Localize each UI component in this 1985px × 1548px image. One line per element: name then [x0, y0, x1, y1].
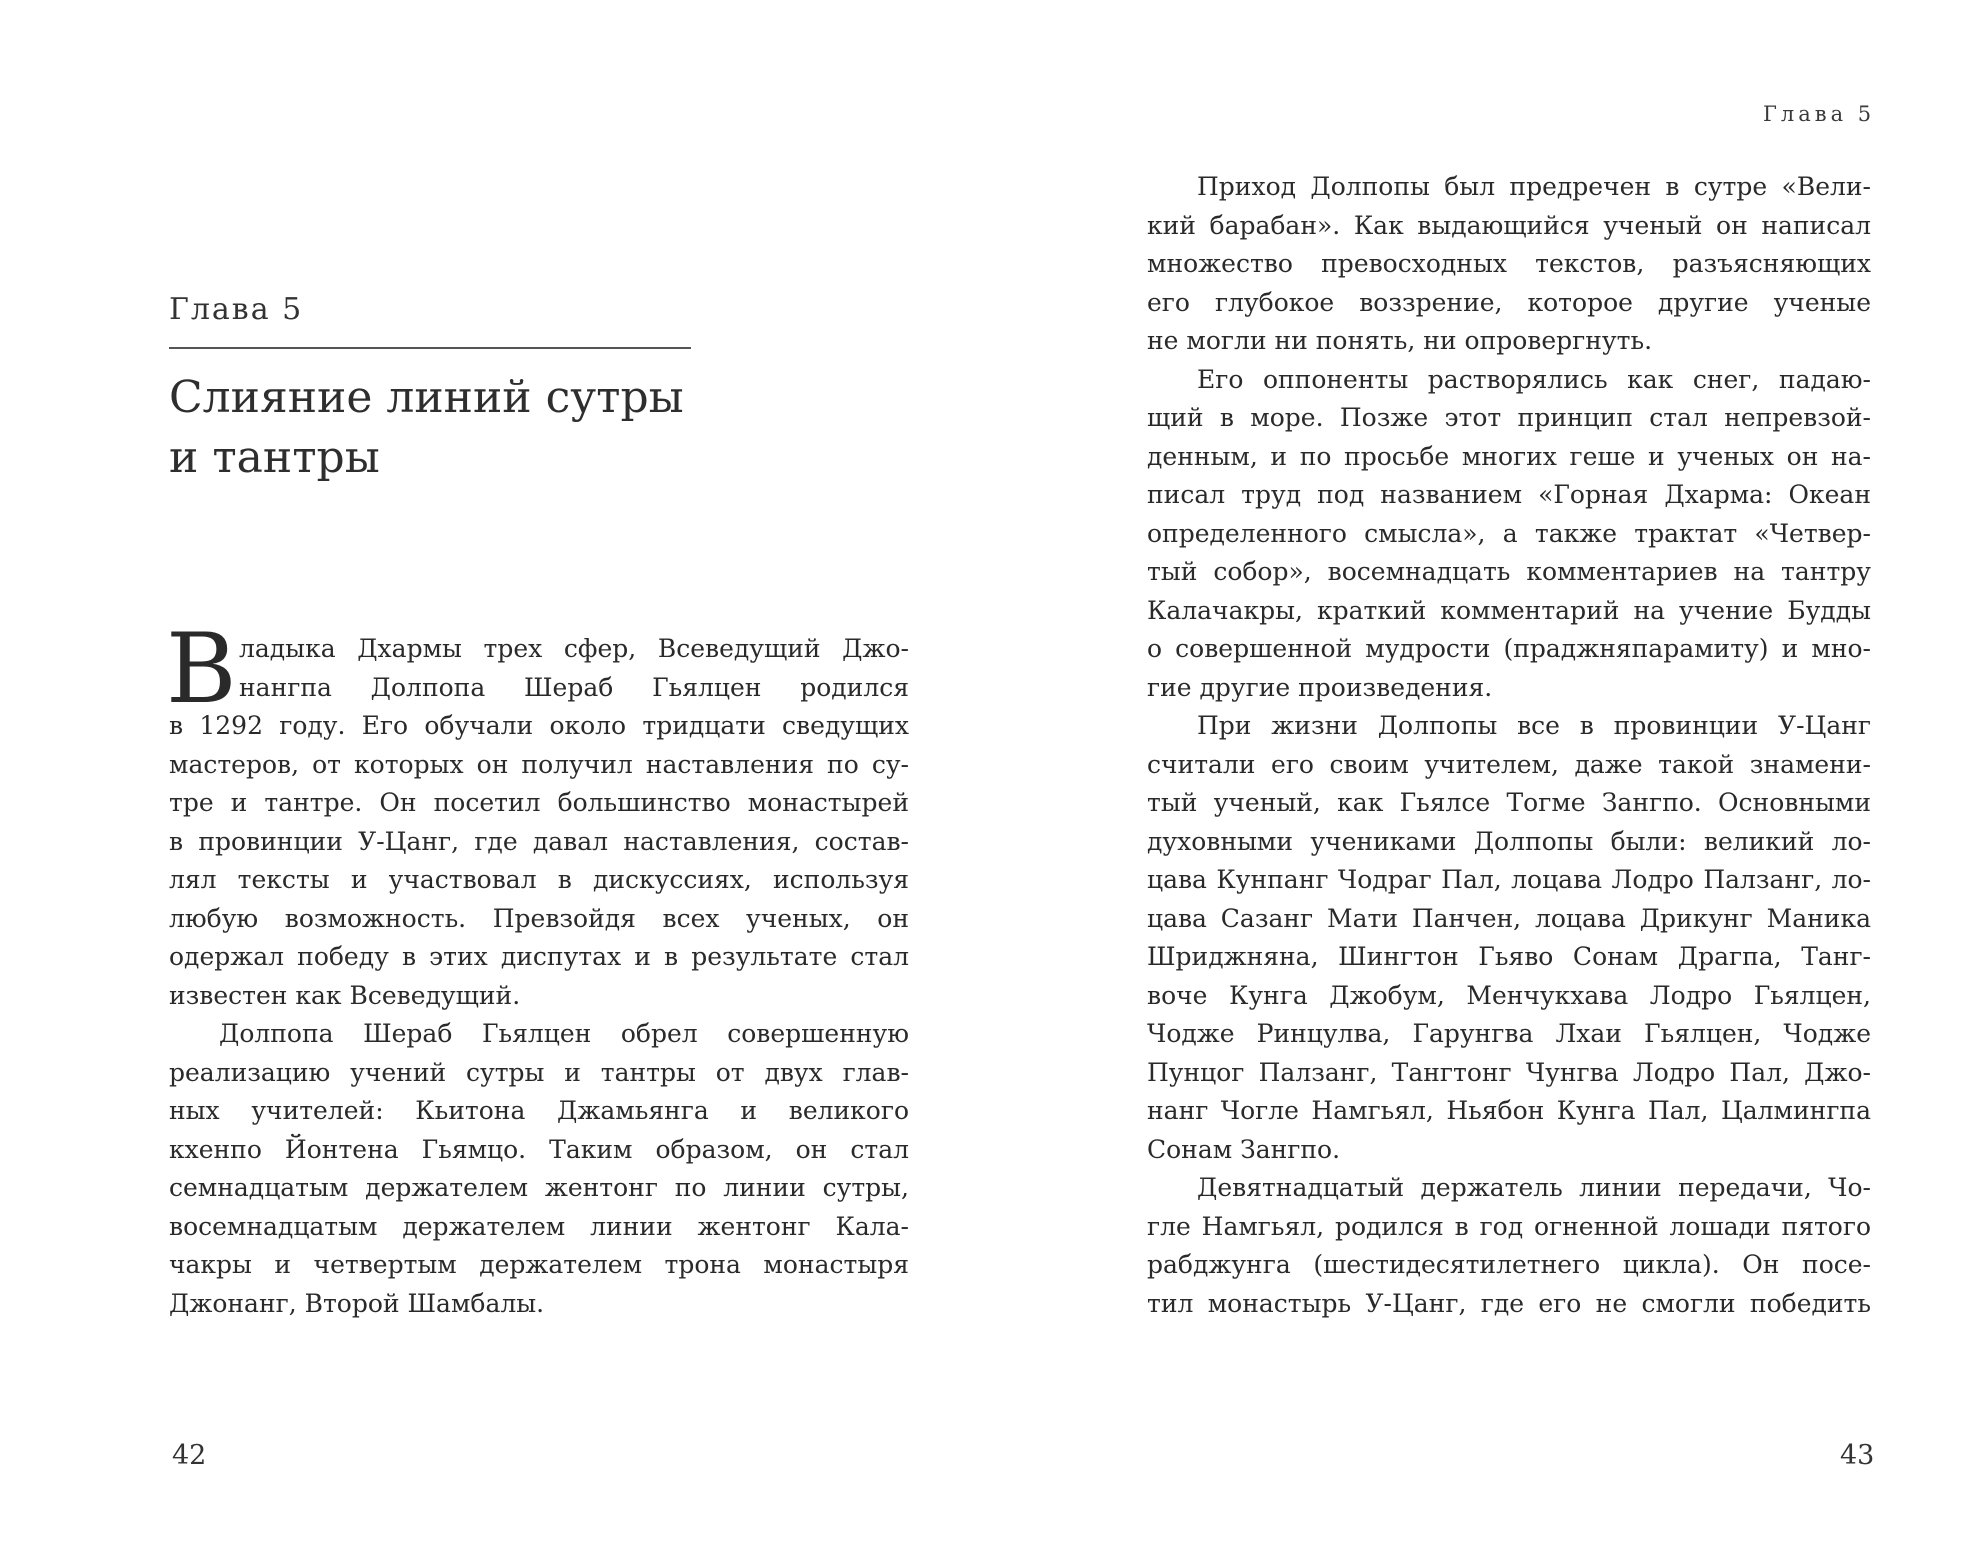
text-line: духовными учениками Долпопы были: великий ло-	[1147, 826, 1871, 856]
text-line: гие другие произведения.	[1147, 672, 1493, 702]
running-head: Глава 5	[1763, 102, 1876, 126]
text-line: тре и тантре. Он посетил большинство монастырей	[169, 788, 909, 817]
text-line: его глубокое воззрение, которое другие ученые	[1147, 287, 1871, 317]
text-line: При жизни Долпопы все в провинции У-Цанг	[1197, 711, 1871, 740]
text-line: не могли ни понять, ни опровергнуть.	[1147, 326, 1653, 355]
text-line: цава Сазанг Мати Панчен, лоцава Дрикунг Маника	[1147, 903, 1871, 933]
text-line: гле Намгьял, родился в год огненной лошади пятого	[1147, 1211, 1871, 1241]
text-line: семнадцатым держателем жентонг по линии сутры,	[169, 1173, 909, 1202]
text-line: тый собор», восемнадцать комментариев на тантру	[1147, 557, 1871, 586]
text-line: щий в море. Позже этот принцип стал непревзой-	[1147, 403, 1871, 432]
text-line: Шриджняна, Шингтон Гьяво Сонам Драгпа, Танг-	[1147, 942, 1871, 971]
text-line: лял тексты и участвовал в дискуссиях, используя	[169, 865, 909, 894]
text-line: ладыка Дхармы трех сфер, Всеведущий Джо-	[239, 634, 909, 663]
left-body-text	[169, 630, 909, 1323]
text-line: считали его своим учителем, даже такой знамени-	[1147, 749, 1871, 779]
text-line: тил монастырь У-Цанг, где его не смогли победить	[1147, 1288, 1871, 1318]
text-line: реализацию учений сутры и тантры от двух глав-	[169, 1057, 909, 1087]
text-line: любую возможность. Превзойдя всех ученых, он	[169, 903, 909, 933]
text-line: кий барабан». Как выдающийся ученый он написал	[1147, 210, 1871, 240]
text-line: Долпопа Шераб Гьялцен обрел совершенную	[219, 1019, 909, 1048]
text-line: Его оппоненты растворялись как снег, падаю-	[1197, 364, 1871, 394]
text-line: восемнадцатым держателем линии жентонг Кала-	[169, 1211, 909, 1241]
text-line: Сонам Зангпо.	[1147, 1134, 1341, 1164]
text-line: известен как Всеведущий.	[169, 980, 521, 1010]
chapter-label: Глава 5	[169, 292, 304, 327]
text-line: Калачакры, краткий комментарий на учение Будды	[1147, 595, 1871, 625]
text-line: в 1292 году. Его обучали около тридцати сведущих	[169, 711, 909, 740]
text-line: о совершенной мудрости (праджняпарамиту) и мно-	[1147, 634, 1871, 663]
text-line: Джонанг, Второй Шамбалы.	[169, 1288, 545, 1318]
text-line: одержал победу в этих диспутах и в результате стал	[169, 942, 909, 971]
chapter-title-line: и тантры	[169, 432, 380, 483]
chapter-title	[169, 368, 709, 488]
chapter-divider	[169, 347, 691, 349]
text-line: мастеров, от которых он получил наставления по су-	[169, 749, 909, 779]
text-line: цава Кунпанг Чодраг Пал, лоцава Лодро Палзанг, ло-	[1147, 865, 1871, 894]
text-line: Пунцог Палзанг, Тангтонг Чунгва Лодро Пал, Джо-	[1147, 1057, 1871, 1087]
text-line: воче Кунга Джобум, Менчукхава Лодро Гьялцен,	[1147, 980, 1871, 1010]
text-line: Чодже Ринцулва, Гарунгва Лхаи Гьялцен, Чодже	[1147, 1019, 1871, 1048]
text-line: рабджунга (шестидесятилетнего цикла). Он посе-	[1147, 1250, 1871, 1279]
text-line: чакры и четвертым держателем трона монастыря	[169, 1250, 909, 1279]
text-line: нанг Чогле Намгьял, Ньябон Кунга Пал, Цалмингпа	[1147, 1096, 1871, 1125]
text-line: кхенпо Йонтена Гьямцо. Таким образом, он стал	[169, 1134, 909, 1164]
text-line: Приход Долпопы был предречен в сутре «Вели-	[1197, 172, 1871, 201]
text-line: тый ученый, как Гьялсе Тогме Зангпо. Основными	[1147, 788, 1871, 817]
text-line: нангпа Долпопа Шераб Гьялцен родился	[239, 672, 909, 702]
page-number-right: 43	[1840, 1440, 1875, 1471]
text-line: множество превосходных текстов, разъясняющих	[1147, 249, 1871, 278]
text-line: ных учителей: Кьитона Джамьянга и великого	[169, 1096, 909, 1125]
right-body-text	[1147, 168, 1871, 1323]
text-line: Девятнадцатый держатель линии передачи, Чо-	[1197, 1173, 1871, 1202]
text-line: денным, и по просьбе многих геше и ученых он на-	[1147, 441, 1871, 471]
drop-cap: В	[166, 613, 237, 725]
text-line: писал труд под названием «Горная Дхарма: Океан	[1147, 480, 1871, 509]
page-number-left: 42	[172, 1440, 207, 1471]
text-line: в провинции У-Цанг, где давал наставления, состав-	[169, 826, 909, 856]
text-line: определенного смысла», а также трактат «Четвер-	[1147, 518, 1871, 548]
chapter-title-line: Слияние линий сутры	[169, 372, 684, 423]
